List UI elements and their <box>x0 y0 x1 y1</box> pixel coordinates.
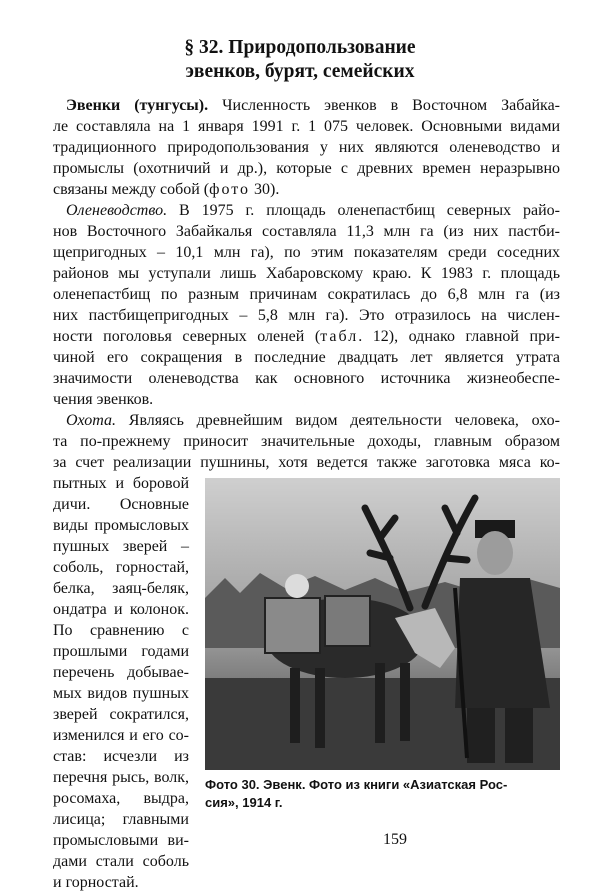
photo-reference: фото <box>209 181 251 198</box>
paragraph-herding-line-1 <box>66 201 560 221</box>
text-run: Численность эвенков в Восточном Забайка- <box>208 97 560 114</box>
text-run: Являясь древнейшим видом деятельности человека, охо- <box>116 412 560 429</box>
paragraph-evenki-line-4: промыслы (охотничий и др.), которые с древних времен неразрывно <box>53 160 560 177</box>
column-line: дами стали соболь <box>53 853 189 870</box>
paragraph-herding-line-10: чения эвенков. <box>53 391 154 408</box>
paragraph-evenki-line-5 <box>53 180 560 200</box>
paragraph-evenki-line-2: ле составляла на 1 января 1991 г. 1 075 человек. Основными видами <box>53 118 560 135</box>
column-line: перечня рысь, волк, <box>53 769 189 786</box>
photo-caption-label: Фото 30. <box>205 777 260 792</box>
paragraph-herding-line-2: нов Восточного Забайкалья составляла 11,3 млн га (из них пастби- <box>53 223 560 240</box>
column-line: прошлыми годами <box>53 643 189 660</box>
photo-caption-line-1 <box>205 776 565 793</box>
column-line: пытных и боровой <box>53 475 189 492</box>
page-number: 159 <box>383 831 407 848</box>
paragraph-hunting-lead: Охота. <box>66 412 117 429</box>
text-run: 30). <box>250 181 280 198</box>
column-line: зверей сократился, <box>53 706 189 723</box>
text-run: ности поголовья северных оленей ( <box>53 328 321 345</box>
section-title <box>0 36 600 84</box>
column-line: промысловыми ви- <box>53 832 189 849</box>
column-line: росомаха, выдра, <box>53 790 189 807</box>
column-line: дичи. Основные <box>53 496 189 513</box>
paragraph-hunting-line-3: за счет реализации пушнины, хотя ведется также заготовка мяса ко- <box>53 454 560 471</box>
column-line: соболь, горностай, <box>53 559 189 576</box>
paragraph-herding-line-3: щепригодных – 10,1 млн га), по этим показателям среди соседних <box>53 244 560 261</box>
column-line: перечень добывае- <box>53 664 189 681</box>
text-run: сия», 1914 г. <box>205 795 283 810</box>
paragraph-herding-line-8: чиной его сокращения в последние двадцать лет является утрата <box>53 349 560 366</box>
column-line: виды промысловых <box>53 517 189 534</box>
paragraph-herding-line-9: значимости оленеводства как основного источника жизнеобеспе- <box>53 370 560 387</box>
paragraph-evenki-lead: Эвенки (тунгусы). <box>66 97 209 114</box>
paragraph-evenki-line-3: традиционного природопользования у них являются оленеводство и <box>53 139 560 156</box>
text-run: В 1975 г. площадь оленепастбищ северных райо- <box>167 202 560 219</box>
column-line: пушных зверей – <box>53 538 189 555</box>
paragraph-hunting-line-2: та по-прежнему приносит значительные доходы, главным образом <box>53 433 560 450</box>
paragraph-herding-line-4: районов мы уступали лишь Хабаровскому краю. К 1983 г. площадь <box>53 265 560 282</box>
section-title-line-1: § 32. Природопользование <box>184 37 416 58</box>
paragraph-herding-line-5: оленепастбищ по разным причинам сократилась до 6,8 млн га (из <box>53 286 560 303</box>
column-line: мых видов пушных <box>53 685 189 702</box>
section-title-line-2: эвенков, бурят, семейских <box>185 61 415 82</box>
column-line: став: исчезли из <box>53 748 189 765</box>
text-run: связаны между собой ( <box>53 181 210 198</box>
paragraph-hunting-line-1 <box>66 411 560 431</box>
paragraph-herding-line-7 <box>53 327 560 347</box>
column-line: лисица; главными <box>53 811 189 828</box>
column-line: белка, заяц-беляк, <box>53 580 189 597</box>
column-line: изменился и его со- <box>53 727 189 744</box>
column-line: ондатра и колонок. <box>53 601 189 618</box>
text-run: Эвенк. Фото из книги «Азиатская Рос- <box>259 777 508 792</box>
evenk-photo <box>205 478 560 770</box>
column-line: По сравнению с <box>53 622 189 639</box>
evenk-photo-illustration <box>205 478 560 770</box>
column-line: и горностай. <box>53 874 139 891</box>
paragraph-herding-lead: Оленеводство. <box>66 202 168 219</box>
table-reference: табл <box>320 328 359 345</box>
photo-caption-line-2 <box>205 794 565 811</box>
paragraph-herding-line-6: них пастбищепригодных – 5,8 млн га). Это отразилось на числен- <box>53 307 560 324</box>
paragraph-evenki-line-1 <box>66 96 560 116</box>
text-run: . 12), однако главной при- <box>358 328 560 345</box>
